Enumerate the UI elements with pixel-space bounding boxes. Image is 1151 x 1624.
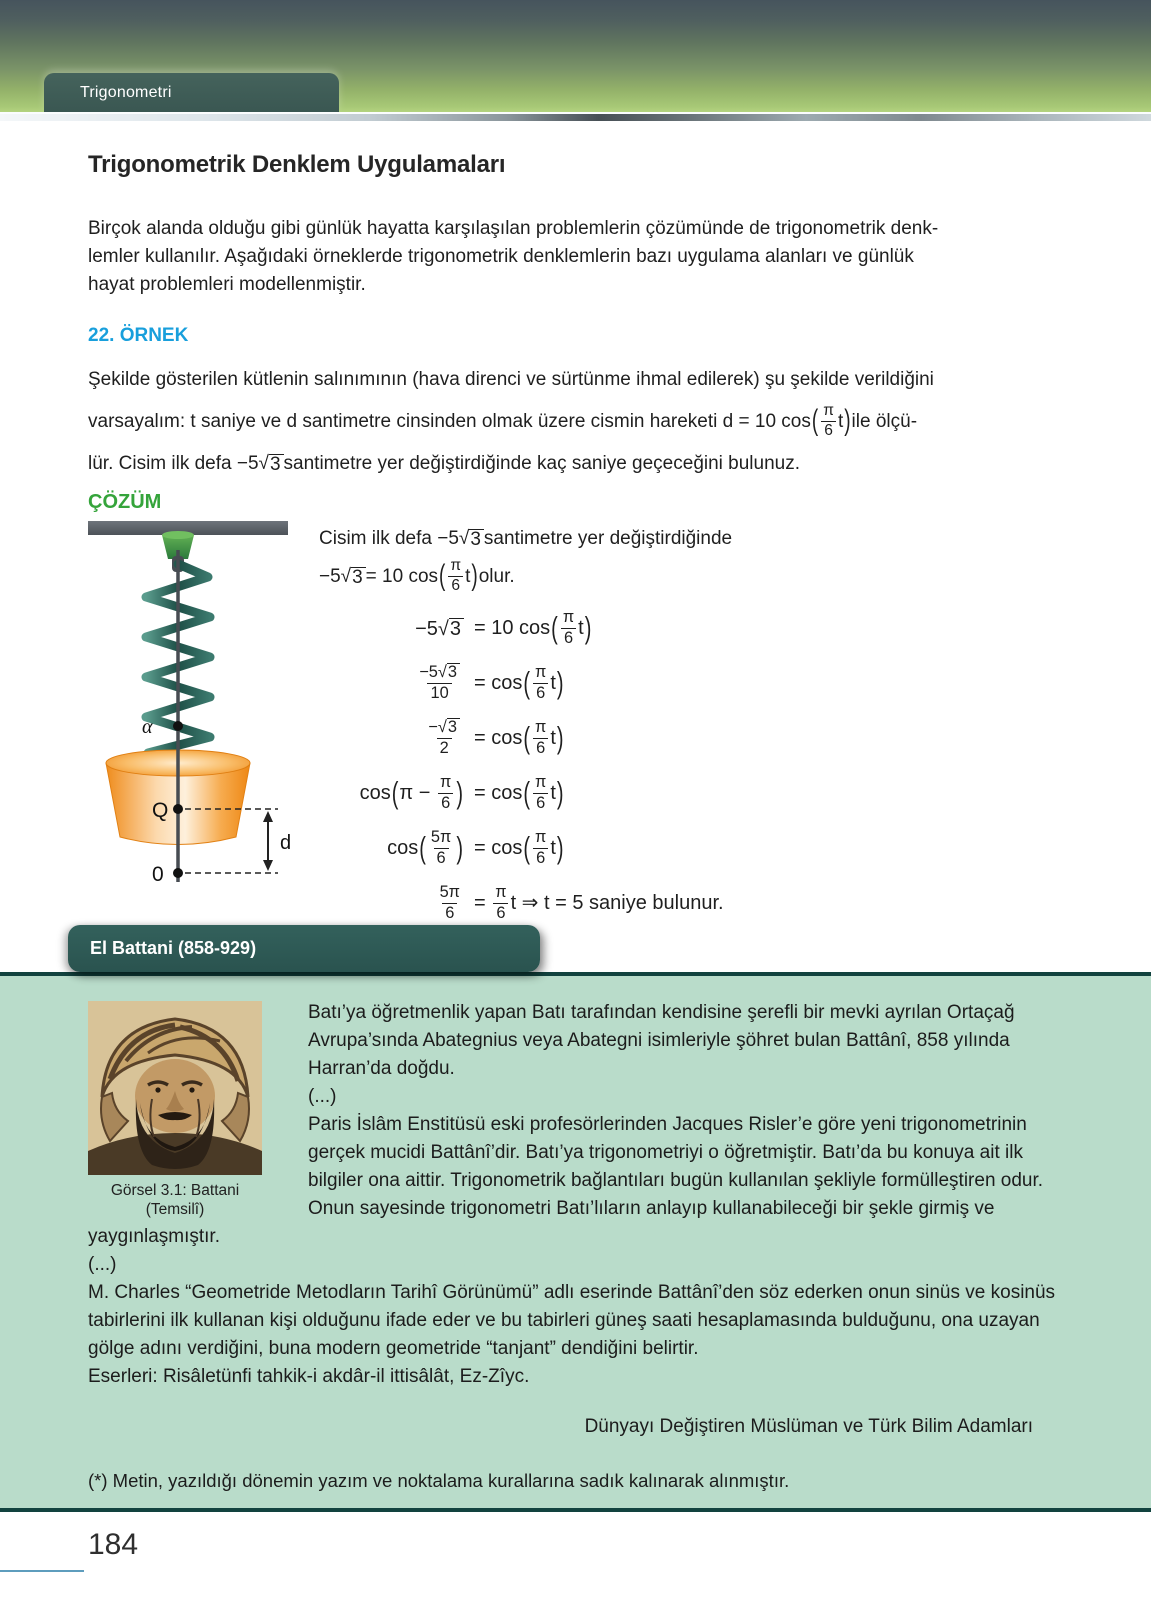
- solution-text: [319, 520, 1151, 936]
- d-label: d: [280, 832, 292, 854]
- equation-rhs: = cos( $\frac{\pi}{6}$ t): [474, 828, 564, 867]
- alpha-point: [173, 721, 183, 731]
- battani-paragraph: Batı’ya öğretmenlik yapan Batı tarafından kendisine şerefli bir mevki ayrılan Ortaçağ Avrupa’sında Abategnius veya Abategni isimleriyle şöhret bulan Battânî, 858 yılında Harran’da doğdu.: [308, 1002, 1015, 1079]
- equation-lhs: $\frac{-√3}{2}$: [424, 719, 464, 759]
- attribution-line: Dünyayı Değiştiren Müslüman ve Türk Bilim Adamları: [584, 1416, 1033, 1437]
- equation-lhs: −5√3: [415, 618, 464, 641]
- equation-lhs: cos(π − $\frac{\pi}{6}$ ): [359, 773, 463, 812]
- equation-lhs: $\frac{-5√3}{10}$: [415, 664, 464, 704]
- battani-portrait-illustration: [88, 1001, 262, 1175]
- main-content: [0, 121, 1151, 936]
- equation-rhs: = cos( $\frac{\pi}{6}$ t): [474, 773, 564, 812]
- chapter-band: [0, 0, 1151, 112]
- equation-rhs: = cos( $\frac{\pi}{6}$ t): [474, 718, 564, 757]
- q-point: [173, 804, 183, 814]
- solution-intro-line: Cisim ilk defa −5√ 3 santimetre yer değiştirdiğinde: [319, 528, 733, 550]
- battani-tab: [68, 925, 540, 972]
- battani-paragraph: (...): [88, 1254, 117, 1275]
- alpha-label: α: [142, 716, 153, 738]
- intro-line: lemler kullanılır. Aşağıdaki örneklerde trigonometrik denklemlerin bazı uygulama alanları ve günlük: [88, 246, 914, 267]
- problem-line: varsayalım: t saniye ve d santimetre cinsinden olmak üzere cismin hareketi d = 10 cos ( $\frac{\pi}{6}$ t ) ile ölçü-: [88, 402, 918, 439]
- page-number: 184: [88, 1528, 139, 1561]
- battani-panel: [0, 972, 1151, 1512]
- zero-point: [173, 868, 183, 878]
- chapter-tab: [44, 73, 339, 112]
- spring-mass-figure: [88, 520, 303, 936]
- footnote: (*) Metin, yazıldığı dönemin yazım ve noktalama kurallarına sadık kalınarak alınmıştır.: [88, 1470, 790, 1491]
- equation-row: [319, 881, 1151, 927]
- d-arrowhead-down: [263, 860, 273, 871]
- page-number-line: [0, 1570, 84, 1572]
- battani-portrait: [88, 1001, 262, 1219]
- equation-row: [319, 661, 1151, 707]
- intro-line: Birçok alanda olduğu gibi günlük hayatta karşılaşılan problemlerin çözümünde de trigonometrik denk-: [88, 218, 939, 239]
- portrait-caption-line2: (Temsilî): [145, 1201, 205, 1218]
- equation-rhs: = $\frac{\pi}{6}$ t ⇒ t = 5 saniye bulunur.: [474, 883, 724, 922]
- solution-intro-line: −5√ 3 = 10 cos ( $\frac{\pi}{6}$ t ) olur.: [319, 557, 515, 594]
- battani-paragraph: Eserleri: Risâletünfi tahkik-i akdâr-il ittisâlât, Ez-Zîyc.: [88, 1366, 530, 1387]
- equation-row: [319, 826, 1151, 872]
- equation-list: [319, 606, 1151, 927]
- zero-label: 0: [152, 863, 164, 884]
- intro-line: hayat problemleri modellenmiştir.: [88, 274, 366, 295]
- battani-paragraph: (...): [308, 1086, 337, 1107]
- intro-paragraph: [88, 215, 1063, 299]
- equation-rhs: = 10 cos( $\frac{\pi}{6}$ t): [474, 608, 592, 647]
- q-label: Q: [152, 799, 169, 822]
- page-title: Trigonometrik Denklem Uygulamaları: [88, 151, 506, 178]
- equation-row: [319, 606, 1151, 652]
- solution-section: [88, 520, 1151, 936]
- problem-text: [88, 359, 1063, 485]
- equation-row: [319, 771, 1151, 817]
- chapter-tab-label: Trigonometri: [80, 83, 172, 101]
- solution-heading: ÇÖZÜM: [88, 491, 162, 513]
- mount-cap-top: [162, 531, 194, 539]
- page-footer: [0, 1512, 1151, 1624]
- battani-section: [0, 925, 1151, 1512]
- battani-tab-label: El Battani (858-929): [90, 938, 257, 958]
- d-arrowhead-up: [263, 811, 273, 822]
- equation-lhs: $\frac{5\pi}{6}$: [439, 883, 460, 922]
- problem-line: Şekilde gösterilen kütlenin salınımının (hava direnci ve sürtünme ihmal edilerek) şu şekilde verildiğini: [88, 369, 934, 390]
- battani-paragraph: Paris İslâm Enstitüsü eski profesörlerinden Jacques Risler’e göre yeni trigonometrinin gerçek mucidi Battânî’dir. Batı’ya trigonometriyi o öğretmiştir. Batı’da bu konuya ait ilk bilgiler ona aittir. Trigonometrik bağlantıları bugün kullanılan şekliyle formülleştiren odur. Onun sayesinde trigonometri Batı’lıların anlayıp kullanabileceği bir şekle girmiş ve yaygınlaşmıştır.: [88, 1114, 1044, 1247]
- spring-mass-figure-svg: [88, 520, 303, 884]
- equation-rhs: = cos( $\frac{\pi}{6}$ t): [474, 663, 564, 702]
- example-heading: 22. ÖRNEK: [88, 325, 189, 346]
- header-divider: [0, 112, 1151, 121]
- battani-paragraph: M. Charles “Geometride Metodların Tarihî Görünümü” adlı eserinde Battânî’den söz ederken onun sinüs ve kosinüs tabirlerini ilk kullanan kişi olduğunu ifade eder ve bu tabirleri güneş saati hesaplamasında bulduğunu, ona uzayan gölge adını verdiğini, buna modern geometride “tanjant” dendiğini belirtir.: [88, 1282, 1056, 1359]
- equation-lhs: cos( $\frac{5\pi}{6}$ ): [387, 828, 463, 867]
- equation-row: [319, 716, 1151, 762]
- problem-line: lür. Cisim ilk defa −5√ 3 santimetre yer değiştirdiğinde kaç saniye geçeceğini bulunuz.: [88, 453, 801, 475]
- portrait-caption-line1: Görsel 3.1: Battani: [110, 1182, 240, 1199]
- portrait-caption: [88, 1181, 262, 1219]
